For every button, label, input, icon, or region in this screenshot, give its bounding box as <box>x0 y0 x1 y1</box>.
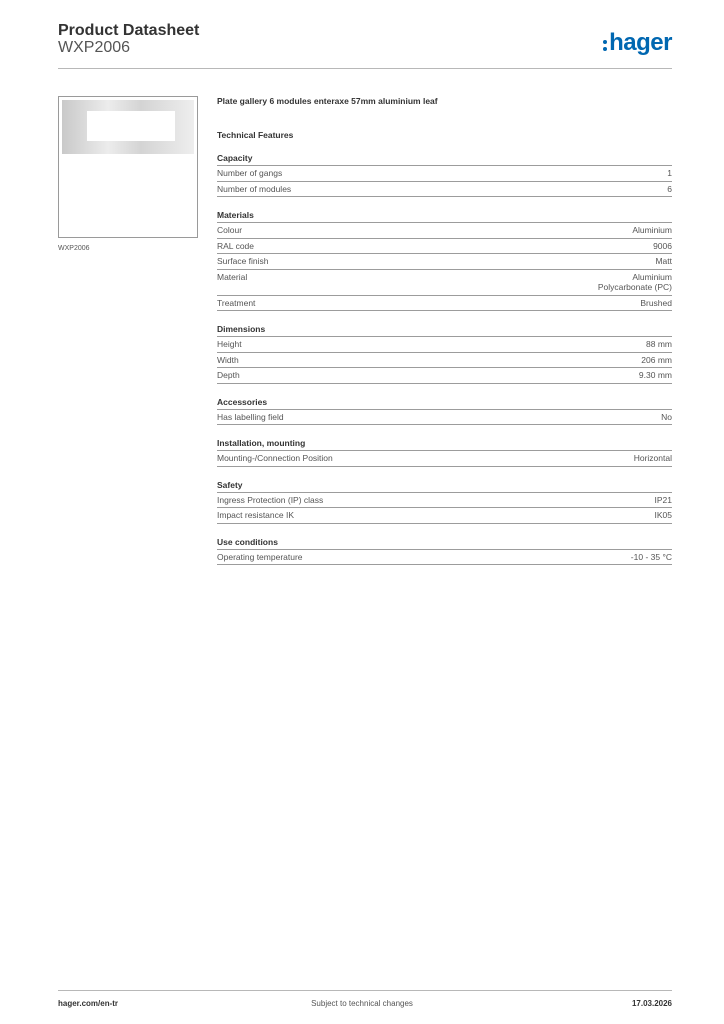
row-value: IK05 <box>654 510 672 520</box>
table-row <box>217 549 672 566</box>
row-label: Mounting-/Connection Position <box>217 453 333 463</box>
section-rows <box>217 492 672 524</box>
section-title: Installation, mounting <box>217 438 306 448</box>
table-row <box>217 367 672 384</box>
row-value: Brushed <box>640 297 672 308</box>
section-title: Dimensions <box>217 324 266 334</box>
row-label: Has labelling field <box>217 411 284 422</box>
technical-content <box>217 96 672 565</box>
row-label: Colour <box>217 225 243 235</box>
feature-section <box>217 210 672 311</box>
feature-section <box>217 537 672 566</box>
table-row <box>217 222 672 238</box>
row-value: 9006 <box>653 240 672 251</box>
row-value: -10 - 35 °C <box>630 551 672 562</box>
feature-section <box>217 397 672 426</box>
logo-wordmark: hager <box>609 29 672 56</box>
row-value: 206 mm <box>641 354 672 365</box>
feature-section <box>217 438 672 467</box>
table-row <box>217 352 672 368</box>
table-row <box>217 336 672 352</box>
section-rows <box>217 165 672 197</box>
row-label: Height <box>217 339 242 349</box>
table-row <box>217 181 672 198</box>
plate-opening <box>87 111 175 141</box>
table-row <box>217 295 672 312</box>
row-label: Number of gangs <box>217 168 283 178</box>
section-title: Safety <box>217 479 243 490</box>
section-rows <box>217 222 672 311</box>
feature-sections <box>217 153 672 565</box>
footer-notice: Subject to technical changes <box>311 999 413 1008</box>
table-row <box>217 253 672 269</box>
product-description: Plate gallery 6 modules enteraxe 57mm aluminium leaf <box>217 96 438 106</box>
row-label: Surface finish <box>217 256 269 266</box>
row-label: Treatment <box>217 297 256 308</box>
row-value: Aluminium Polycarbonate (PC) <box>597 271 672 292</box>
section-rows <box>217 450 672 467</box>
row-label: Width <box>217 354 239 365</box>
header-divider <box>58 68 672 69</box>
footer-date: 17.03.2026 <box>631 999 672 1008</box>
row-value: No <box>661 411 672 422</box>
table-row <box>217 492 672 508</box>
section-title: Accessories <box>217 396 268 407</box>
row-value: Aluminium <box>632 225 672 235</box>
logo-colon-icon <box>603 40 607 51</box>
page-header <box>58 22 672 70</box>
row-label: Number of modules <box>217 183 292 194</box>
plate-image-icon <box>62 100 194 154</box>
table-row <box>217 269 672 295</box>
footer-website: hager.com/en-tr <box>58 999 119 1008</box>
row-value: 88 mm <box>646 339 672 349</box>
row-label: RAL code <box>217 240 255 251</box>
row-value: 6 <box>667 183 672 194</box>
hager-logo <box>603 28 672 58</box>
row-value: IP21 <box>654 494 672 505</box>
table-row <box>217 238 672 254</box>
table-row <box>217 507 672 524</box>
section-title: Materials <box>217 210 254 220</box>
feature-section <box>217 324 672 384</box>
row-label: Ingress Protection (IP) class <box>217 494 324 505</box>
section-rows <box>217 549 672 566</box>
product-image <box>58 96 198 238</box>
row-label: Depth <box>217 370 240 380</box>
table-row <box>217 409 672 426</box>
section-rows <box>217 409 672 426</box>
row-value: Matt <box>655 256 672 266</box>
technical-features-heading: Technical Features <box>217 130 294 140</box>
row-label: Material <box>217 271 248 282</box>
row-value: 9.30 mm <box>638 370 672 380</box>
section-title: Use conditions <box>217 536 278 547</box>
section-title: Capacity <box>217 153 253 163</box>
feature-section <box>217 153 672 197</box>
product-code: WXP2006 <box>58 39 131 56</box>
feature-section <box>217 480 672 524</box>
image-caption: WXP2006 <box>58 245 90 252</box>
section-rows <box>217 336 672 384</box>
table-row <box>217 450 672 467</box>
row-label: Operating temperature <box>217 551 303 562</box>
row-label: Impact resistance IK <box>217 510 295 520</box>
row-value: Horizontal <box>633 453 672 463</box>
row-value: 1 <box>667 168 672 178</box>
document-title: Product Datasheet <box>58 22 200 39</box>
footer-divider <box>58 990 672 991</box>
table-row <box>217 165 672 181</box>
